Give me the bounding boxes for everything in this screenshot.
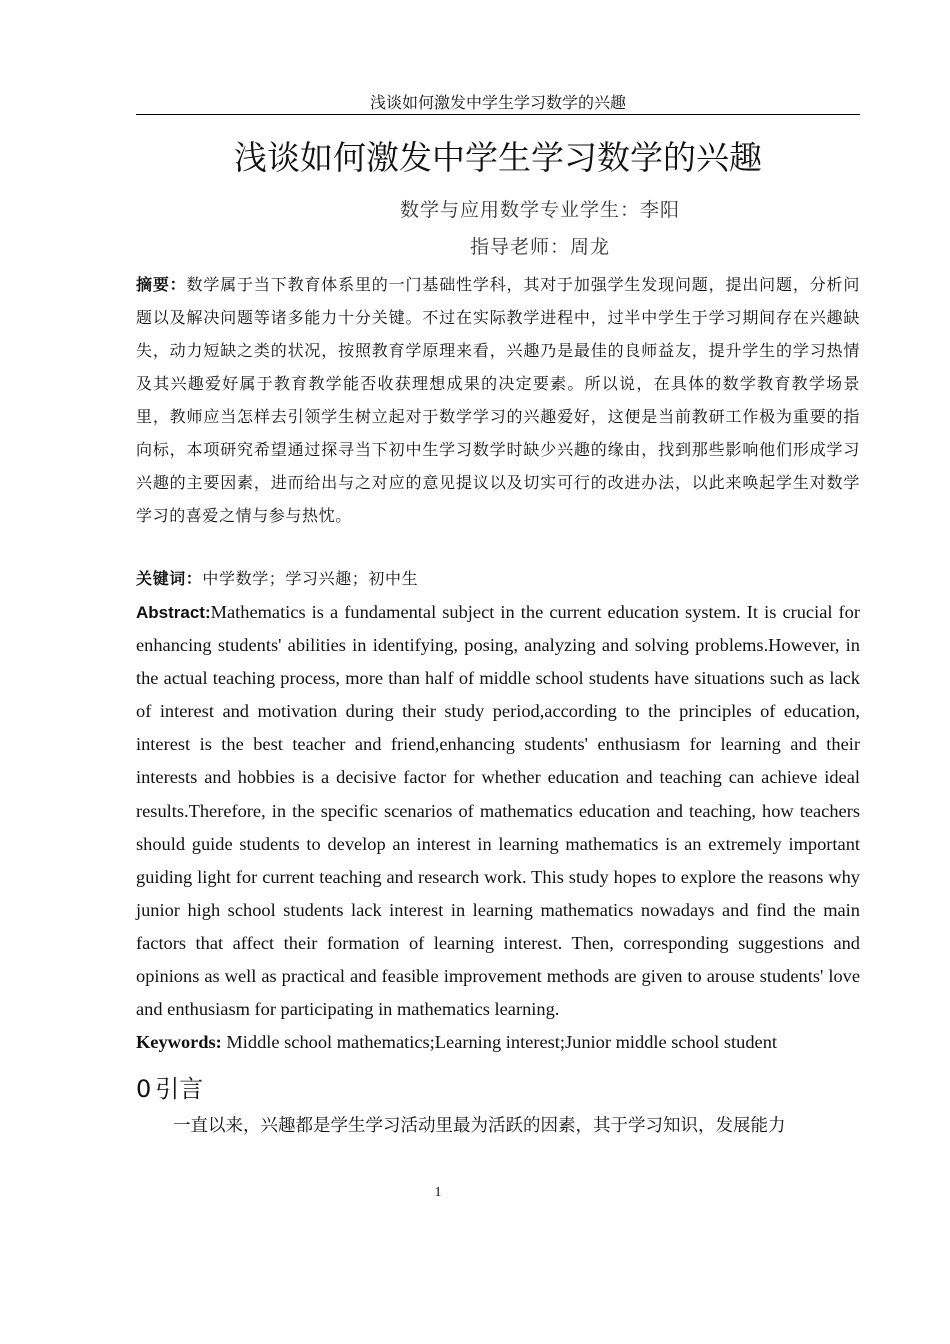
section-number: 0 [136,1075,152,1103]
body-paragraph: 一直以来，兴趣都是学生学习活动里最为活跃的因素，其于学习知识，发展能力 [173,1116,786,1136]
section-title: 引言 [155,1075,204,1103]
abstract-chinese [136,268,860,532]
advisor-line: 指导老师：周龙 [469,236,610,258]
running-header: 浅谈如何激发中学生学习数学的兴趣 [369,93,626,112]
header-divider [136,114,860,115]
abstract-english [136,596,860,1026]
keywords-chinese-text: 中学数学；学习兴趣；初中生 [202,569,419,588]
abstract-chinese-text: 数学属于当下教育体系里的一门基础性学科，其对于加强学生发现问题，提出问题，分析问题以及解决问题等诸多能力十分关键。不过在实际教学进程中，过半中学生于学习期间存在兴趣缺失，动力短缺之类的状况，按照教育学原理来看，兴趣乃是最佳的良师益友，提升学生的学习热情及其兴趣爱好属于教育教学能否收获理想成果的决定要素。所以说，在具体的数学教育教学场景里，教师应当怎样去引领学生树立起对于数学学习的兴趣爱好，这便是当前教研工作极为重要的指向标，本项研究希望通过探寻当下初中生学习数学时缺少兴趣的缘由，找到那些影响他们形成学习兴趣的主要因素，进而给出与之对应的意见提议以及切实可行的改进办法，以此来唤起学生对数学学习的喜爱之情与参与热忱。 [136,275,860,525]
keywords-chinese [136,565,860,593]
abstract-english-label: Abstract: [136,603,211,622]
abstract-english-text: Mathematics is a fundamental subject in the current education system. It is crucial for enhancing students' abilities in identifying, posing, analyzing and solving problems.However, in the actual teaching process, more than half of middle school students have situations such as lack of interest and motivation during their study period,according to the principles of education, interest is the best teacher and friend,enhancing students' enthusiasm for learning and their interests and hobbies is a decisive factor for whether education and teaching can achieve ideal results.Therefore, in the specific scenarios of mathematics education and teaching, how teachers should guide students to develop an interest in learning mathematics is an extremely important guiding light for current teaching and research work. This study hopes to explore the reasons why junior high school students lack interest in learning mathematics nowadays and find the main factors that affect their formation of learning interest. Then, corresponding suggestions and opinions as well as practical and feasible improvement methods are given to arouse students' love and enthusiasm for participating in mathematics learning. [136,602,860,1020]
keywords-english-label: Keywords: [136,1032,222,1052]
document-title: 浅谈如何激发中学生学习数学的兴趣 [234,138,762,177]
keywords-english-text: Middle school mathematics;Learning interest;Junior middle school student [221,1032,777,1052]
section-heading [136,1072,203,1106]
keywords-chinese-label: 关键词： [136,569,203,588]
abstract-chinese-label: 摘要： [136,275,187,294]
author-line: 数学与应用数学专业学生：李阳 [399,199,680,221]
keywords-english [136,1027,860,1057]
page-number: 1 [434,1185,442,1200]
